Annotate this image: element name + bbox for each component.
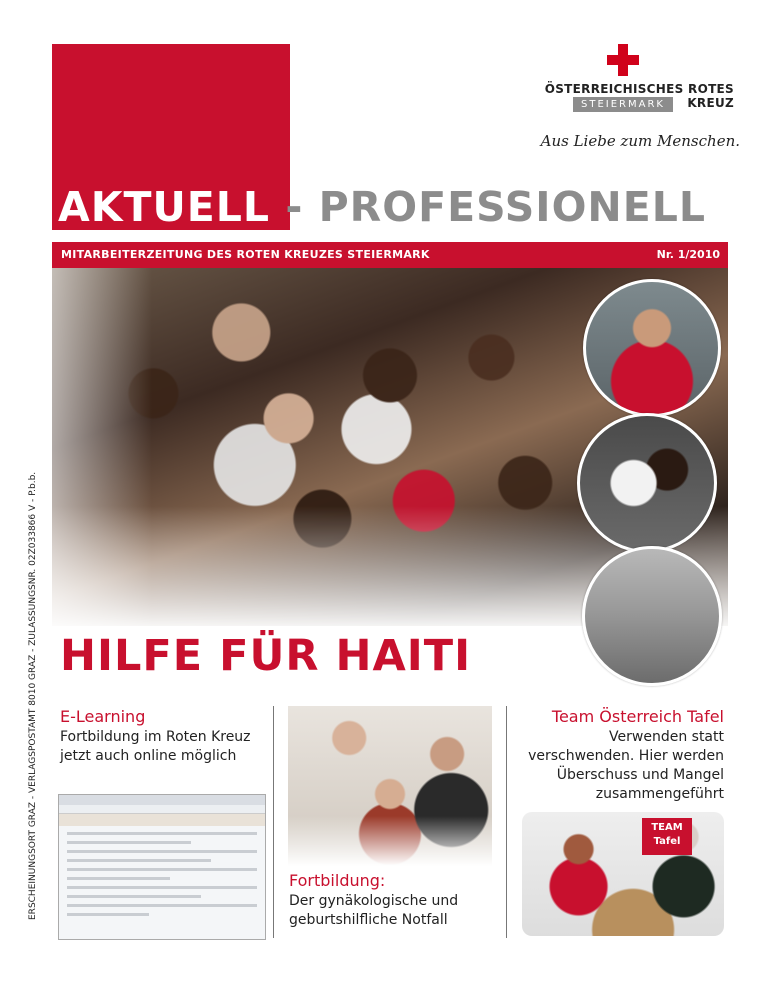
article-kicker: Team Österreich Tafel [551, 707, 724, 726]
tafel-sign: TEAM Tafel [642, 818, 692, 855]
column-divider [506, 706, 507, 938]
org-name: ÖSTERREICHISCHES ROTES KREUZ [544, 82, 734, 110]
article-teaser: Der gynäkologische und geburtshilfliche Notfall [289, 893, 459, 928]
org-region-badge: STEIERMARK [573, 97, 673, 112]
title-part-aktuell: AKTUELL [58, 183, 271, 231]
circle-photo-destruction [582, 546, 722, 686]
article-teaser: Fortbildung im Roten Kreuz jetzt auch online möglich [60, 729, 251, 764]
slogan: Aus Liebe zum Menschen. [540, 132, 740, 150]
circle-photo-children [577, 413, 717, 553]
article-fortbildung [289, 871, 499, 930]
title-part-professionell: - PROFESSIONELL [285, 183, 706, 231]
circle-photo-helper [583, 279, 721, 417]
masthead-subtitle: MITARBEITERZEITUNG DES ROTEN KREUZES STEIERMARK [61, 248, 430, 261]
masthead-title [58, 183, 706, 231]
article-kicker: E-Learning [60, 707, 146, 726]
red-cross-logo-icon [607, 44, 639, 76]
issue-number: Nr. 1/2010 [656, 248, 720, 261]
family-photo [288, 706, 492, 866]
column-divider [273, 706, 274, 938]
article-elearning [60, 707, 260, 766]
tafel-photo [522, 812, 724, 936]
elearning-screenshot [58, 794, 266, 940]
article-tafel [510, 707, 724, 804]
subtitle-band [52, 242, 728, 268]
article-kicker: Fortbildung: [289, 871, 386, 890]
side-imprint [22, 130, 38, 920]
side-imprint-text: ERSCHEINUNGSORT GRAZ - VERLAGSPOSTAMT 8010 GRAZ - ZULASSUNGSNR. 02Z033866 V - P.b.b. [28, 471, 38, 920]
cover-headline: HILFE FÜR HAITI [60, 631, 472, 681]
article-teaser: Verwenden statt verschwenden. Hier werden Überschuss und Mangel zusammengeführt [528, 729, 724, 802]
